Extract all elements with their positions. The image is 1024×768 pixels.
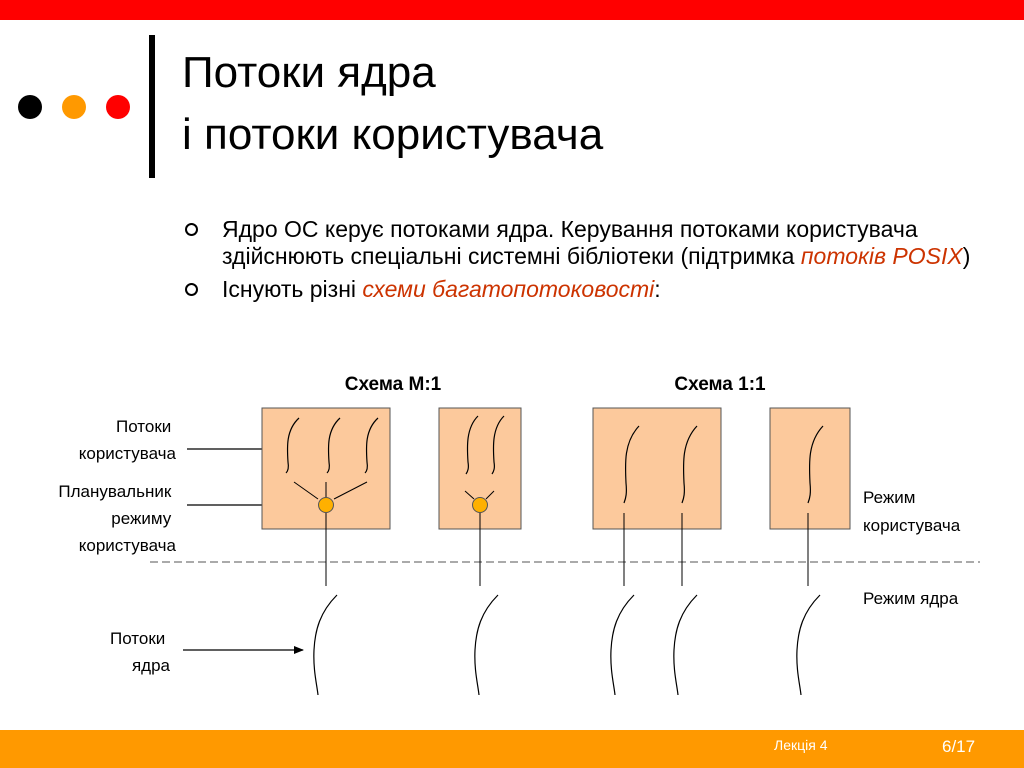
label-user-mode: Режим користувача: [863, 488, 961, 535]
kernel-thread-icon: [314, 595, 337, 695]
title-line-2: і потоки користувача: [182, 110, 604, 159]
bottom-accent-bar: [0, 730, 1024, 768]
label-user-threads: Потоки користувача: [78, 417, 176, 463]
scheduler-dot-icon: [319, 498, 334, 513]
bullet-2-text: Існують різні: [222, 276, 363, 302]
scheme-11-label: Схема 1:1: [674, 374, 766, 395]
bullet-2-emphasis: схеми багатопотоковості: [362, 276, 655, 302]
kernel-thread-icon: [611, 595, 634, 695]
bullet-2-end: :: [654, 276, 661, 302]
scheme-m1-label: Схема M:1: [344, 374, 442, 395]
title-line-1: Потоки ядра: [182, 48, 436, 97]
scheduler-dot-icon: [473, 498, 488, 513]
kernel-thread-icon: [797, 595, 820, 695]
kernel-thread-icon: [674, 595, 697, 695]
label-kernel-threads: Потоки ядра: [109, 629, 170, 675]
label-user-mode-scheduler: Планувальник режиму користувача: [58, 482, 176, 555]
bullet-1-end: ): [962, 243, 971, 269]
kernel-thread-icon: [475, 595, 498, 695]
process-box-11-a: [593, 408, 721, 529]
footer-lecture: Лекція 4: [774, 737, 828, 753]
label-kernel-mode: Режим ядра: [863, 589, 959, 608]
footer-page-number: 6/17: [942, 737, 976, 756]
bullet-1-text: Ядро ОС керує потоками ядра. Керування потоками користувача здійснюють спеціальні системні бібліотеки (підтримка: [222, 216, 918, 269]
bullet-1-emphasis: потоків POSIX: [800, 243, 963, 269]
